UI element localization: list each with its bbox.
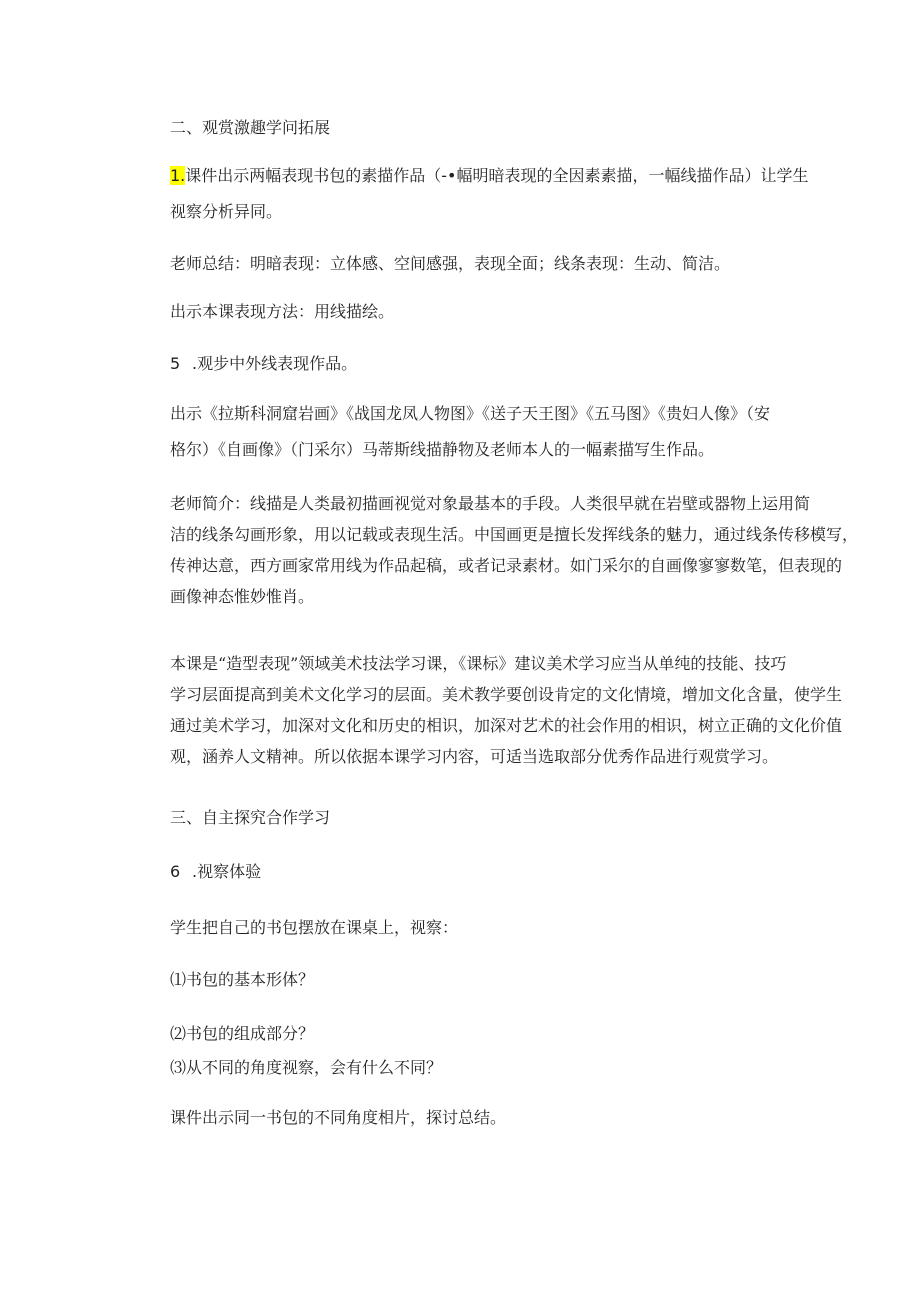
item-6: [170, 862, 261, 882]
item-1-marker: 1.: [170, 166, 186, 185]
note-row: 学习层面提高到美术文化学习的层面。美术教学要创设肯定的文化情境，增加文化含量，使学生: [170, 685, 843, 704]
curriculum-note-paragraph: [170, 648, 843, 772]
desk-observe-line: 学生把自己的书包摆放在课桌上，视察：: [170, 918, 459, 937]
item-5-number: 5: [170, 354, 181, 373]
teacher-summary: 老师总结：明暗表现：立体感、空间感强，表现全面；线条表现：生动、简洁。: [170, 254, 731, 273]
item-5: [170, 354, 357, 374]
note-row: 观，涵养人文精神。所以依据本课学习内容，可适当选取部分优秀作品进行观赏学习。: [170, 747, 779, 766]
works-line-2: 格尔）《自画像》（门采尔）马蒂斯线描静物及老师本人的一幅素描写生作品。: [170, 440, 715, 459]
method-line: 出示本课表现方法：用线描绘。: [170, 302, 395, 321]
courseware-line: 课件出示同一书包的不同角度相片，探讨总结。: [170, 1108, 507, 1127]
question-3: ⑶从不同的角度视察，会有什么不同？: [170, 1058, 443, 1077]
intro-row: 洁的线条勾画形象，用以记载或表现生活。中国画更是擅长发挥线条的魅力，通过线条传移模写，: [170, 525, 859, 544]
item-1-text: 课件出示两幅表现书包的素描作品（-•幅明暗表现的全因素素描，一幅线描作品）让学生: [185, 166, 809, 185]
intro-row: 画像神态惟妙惟肖。: [170, 587, 315, 606]
note-row: 本课是“造型表现”领域美术技法学习课，《课标》建议美术学习应当从单纯的技能、技巧: [170, 654, 787, 673]
item-6-text: .视察体验: [192, 862, 262, 881]
intro-row: 老师简介：线描是人类最初描画视觉对象最基本的手段。人类很早就在岩壁或器物上运用简: [170, 494, 811, 513]
works-line-1: 出示《拉斯科洞窟岩画》《战国龙凤人物图》《送子天王图》《五马图》《贵妇人像》（安: [170, 404, 771, 423]
item-1-line-1: [170, 166, 808, 186]
teacher-intro-paragraph: [170, 488, 859, 612]
question-1: ⑴书包的基本形体？: [170, 970, 315, 989]
note-row: 通过美术学习，加深对文化和历史的相识，加深对艺术的社会作用的相识，树立正确的文化价值: [170, 716, 843, 735]
item-6-number: 6: [170, 862, 181, 881]
intro-row: 传神达意，西方画家常用线为作品起稿，或者记录素材。如门采尔的自画像寥寥数笔，但表现的: [170, 556, 843, 575]
question-2: ⑵书包的组成部分？: [170, 1024, 315, 1043]
item-5-text: .观步中外线表现作品。: [192, 354, 358, 373]
section-3-heading: 三、自主探究合作学习: [170, 808, 331, 827]
section-2-heading: 二、观赏激趣学问拓展: [170, 118, 331, 137]
item-1-line-2: 视察分析异同。: [170, 202, 283, 221]
